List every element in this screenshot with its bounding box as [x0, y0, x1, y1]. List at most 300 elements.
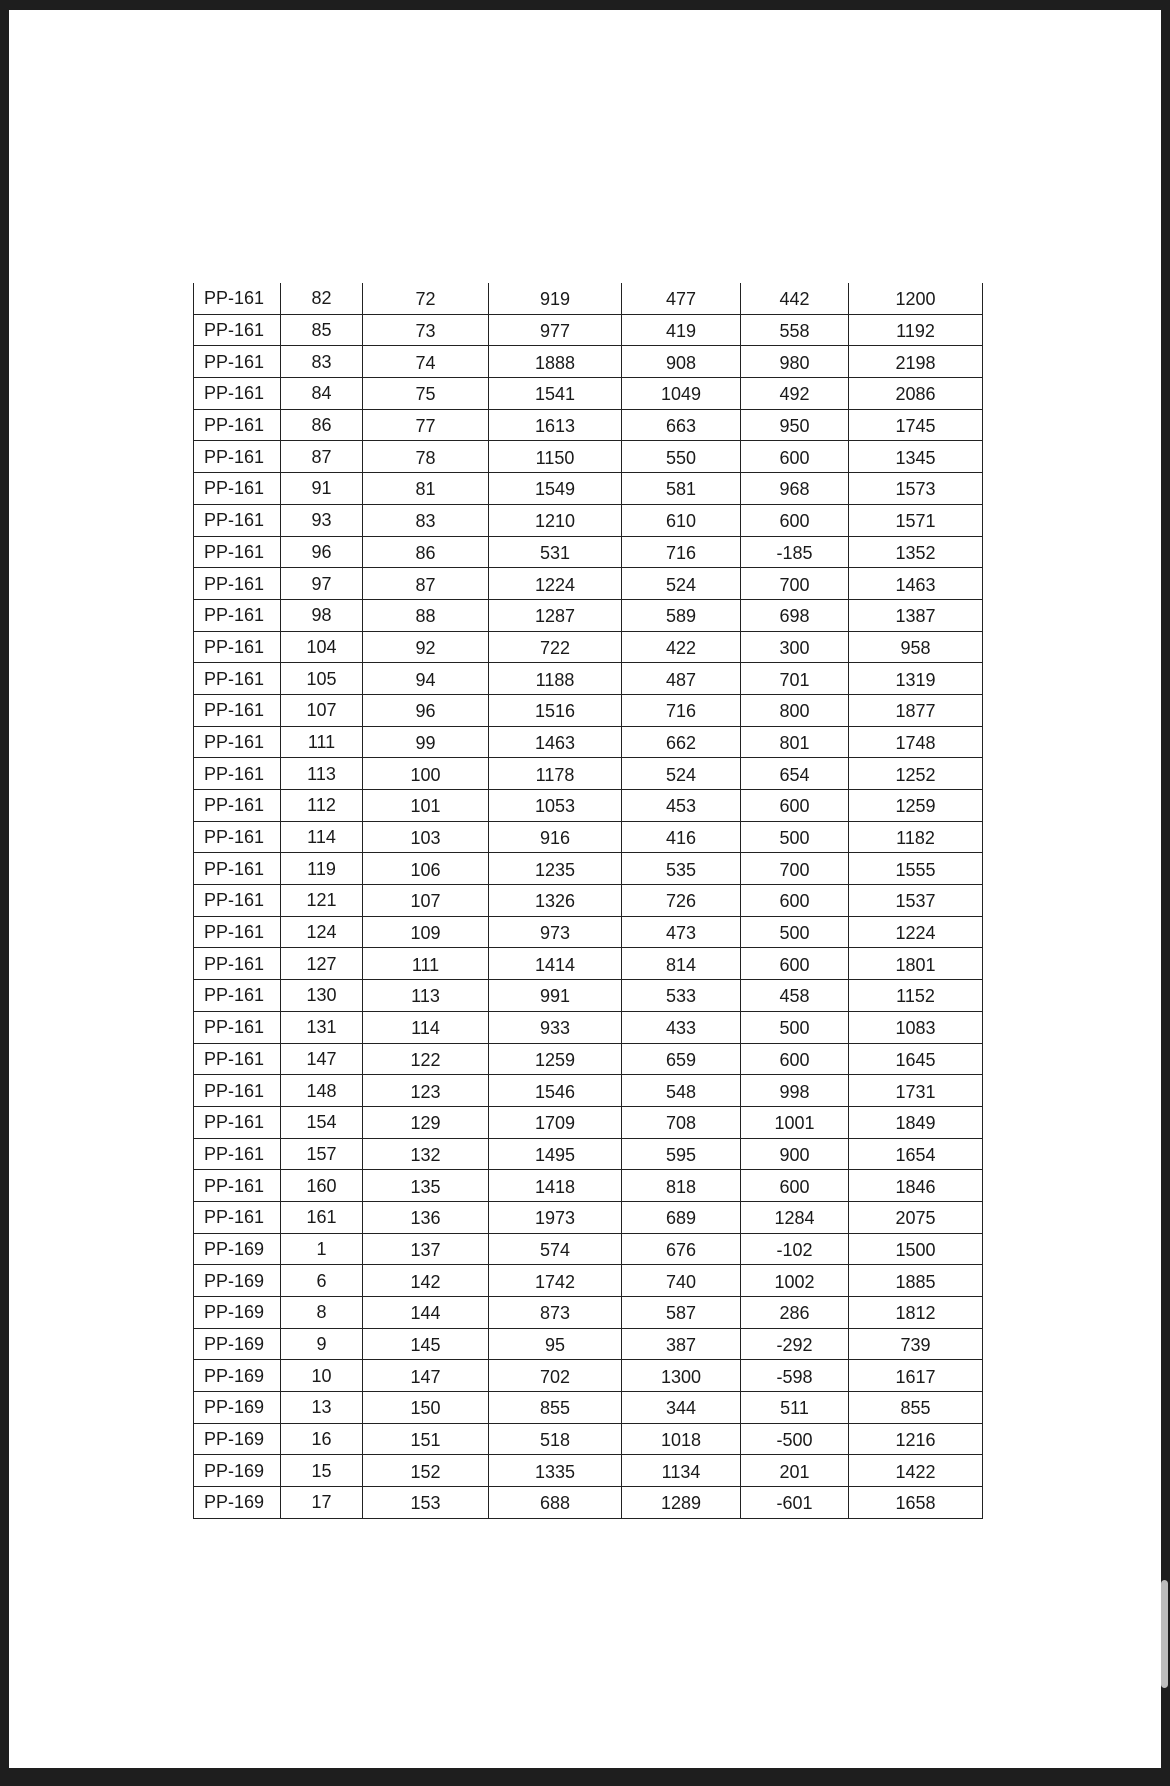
table-row — [194, 1455, 983, 1487]
value-cell: 419 — [622, 314, 741, 346]
value-cell: 78 — [363, 441, 489, 473]
value-cell: 980 — [741, 346, 849, 378]
table-row — [194, 1106, 983, 1138]
value-cell: 600 — [741, 1170, 849, 1202]
table-row — [194, 1138, 983, 1170]
value-cell: 107 — [363, 885, 489, 917]
value-cell: 1516 — [489, 694, 622, 726]
value-cell: 1224 — [849, 916, 983, 948]
value-cell: 458 — [741, 980, 849, 1012]
value-cell: 111 — [363, 948, 489, 980]
value-cell: 145 — [363, 1328, 489, 1360]
value-cell: 1150 — [489, 441, 622, 473]
value-cell: 147 — [363, 1360, 489, 1392]
value-cell: 1463 — [849, 568, 983, 600]
value-cell: 524 — [622, 568, 741, 600]
value-cell: 135 — [363, 1170, 489, 1202]
value-cell: 1178 — [489, 758, 622, 790]
value-cell: 99 — [363, 726, 489, 758]
value-cell: -598 — [741, 1360, 849, 1392]
value-cell: 1287 — [489, 599, 622, 631]
value-cell: 511 — [741, 1392, 849, 1424]
value-cell: 119 — [281, 853, 363, 885]
row-id-cell: PP-169 — [194, 1455, 281, 1487]
value-cell: 1546 — [489, 1075, 622, 1107]
value-cell: 2075 — [849, 1201, 983, 1233]
table-row — [194, 473, 983, 505]
value-cell: 500 — [741, 916, 849, 948]
value-cell: 1495 — [489, 1138, 622, 1170]
value-cell: 77 — [363, 409, 489, 441]
row-id-cell: PP-161 — [194, 504, 281, 536]
value-cell: 873 — [489, 1297, 622, 1329]
value-cell: 1345 — [849, 441, 983, 473]
table-row — [194, 1360, 983, 1392]
value-cell: 131 — [281, 1011, 363, 1043]
row-id-cell: PP-161 — [194, 853, 281, 885]
value-cell: 558 — [741, 314, 849, 346]
row-id-cell: PP-161 — [194, 536, 281, 568]
row-id-cell: PP-161 — [194, 663, 281, 695]
value-cell: 1973 — [489, 1201, 622, 1233]
value-cell: 95 — [489, 1328, 622, 1360]
value-cell: 123 — [363, 1075, 489, 1107]
value-cell: 500 — [741, 821, 849, 853]
value-cell: 702 — [489, 1360, 622, 1392]
row-id-cell: PP-169 — [194, 1328, 281, 1360]
value-cell: 132 — [363, 1138, 489, 1170]
value-cell: 104 — [281, 631, 363, 663]
value-cell: -601 — [741, 1487, 849, 1519]
table-row — [194, 409, 983, 441]
value-cell: 15 — [281, 1455, 363, 1487]
value-cell: 286 — [741, 1297, 849, 1329]
table-row — [194, 1075, 983, 1107]
value-cell: 344 — [622, 1392, 741, 1424]
value-cell: 1500 — [849, 1233, 983, 1265]
value-cell: 98 — [281, 599, 363, 631]
value-cell: 17 — [281, 1487, 363, 1519]
table-row — [194, 568, 983, 600]
value-cell: 977 — [489, 314, 622, 346]
value-cell: 1745 — [849, 409, 983, 441]
value-cell: 1002 — [741, 1265, 849, 1297]
value-cell: 600 — [741, 504, 849, 536]
value-cell: 87 — [281, 441, 363, 473]
row-id-cell: PP-161 — [194, 1170, 281, 1202]
value-cell: 1235 — [489, 853, 622, 885]
value-cell: 700 — [741, 568, 849, 600]
table-row — [194, 1201, 983, 1233]
value-cell: 10 — [281, 1360, 363, 1392]
row-id-cell: PP-161 — [194, 980, 281, 1012]
value-cell: 1849 — [849, 1106, 983, 1138]
value-cell: 111 — [281, 726, 363, 758]
value-cell: 161 — [281, 1201, 363, 1233]
value-cell: 518 — [489, 1423, 622, 1455]
value-cell: 855 — [849, 1392, 983, 1424]
row-id-cell: PP-169 — [194, 1360, 281, 1392]
value-cell: 958 — [849, 631, 983, 663]
value-cell: 814 — [622, 948, 741, 980]
table-row — [194, 1392, 983, 1424]
value-cell: 855 — [489, 1392, 622, 1424]
value-cell: 600 — [741, 790, 849, 822]
value-cell: 2086 — [849, 378, 983, 410]
row-id-cell: PP-161 — [194, 916, 281, 948]
table-row — [194, 726, 983, 758]
value-cell: 1188 — [489, 663, 622, 695]
value-cell: 83 — [363, 504, 489, 536]
value-cell: 739 — [849, 1328, 983, 1360]
table-row — [194, 283, 983, 314]
value-cell: 1018 — [622, 1423, 741, 1455]
value-cell: 442 — [741, 283, 849, 314]
value-cell: 109 — [363, 916, 489, 948]
table-row — [194, 948, 983, 980]
value-cell: 1335 — [489, 1455, 622, 1487]
row-id-cell: PP-161 — [194, 885, 281, 917]
value-cell: 1885 — [849, 1265, 983, 1297]
value-cell: 740 — [622, 1265, 741, 1297]
row-id-cell: PP-161 — [194, 568, 281, 600]
value-cell: 144 — [363, 1297, 489, 1329]
value-cell: 1224 — [489, 568, 622, 600]
row-id-cell: PP-169 — [194, 1392, 281, 1424]
value-cell: 662 — [622, 726, 741, 758]
value-cell: 1053 — [489, 790, 622, 822]
value-cell: 75 — [363, 378, 489, 410]
table-row — [194, 631, 983, 663]
value-cell: 1210 — [489, 504, 622, 536]
row-id-cell: PP-161 — [194, 631, 281, 663]
value-cell: 1658 — [849, 1487, 983, 1519]
value-cell: 492 — [741, 378, 849, 410]
value-cell: 500 — [741, 1011, 849, 1043]
viewer-top-bar — [0, 0, 1170, 10]
table-row — [194, 916, 983, 948]
row-id-cell: PP-169 — [194, 1297, 281, 1329]
table-body — [194, 283, 983, 1518]
table-row — [194, 885, 983, 917]
row-id-cell: PP-161 — [194, 1201, 281, 1233]
value-cell: 127 — [281, 948, 363, 980]
value-cell: 100 — [363, 758, 489, 790]
value-cell: 600 — [741, 441, 849, 473]
value-cell: 6 — [281, 1265, 363, 1297]
value-cell: 92 — [363, 631, 489, 663]
value-cell: 533 — [622, 980, 741, 1012]
value-cell: 1200 — [849, 283, 983, 314]
row-id-cell: PP-161 — [194, 1043, 281, 1075]
value-cell: 107 — [281, 694, 363, 726]
value-cell: 114 — [363, 1011, 489, 1043]
table-row — [194, 821, 983, 853]
value-cell: 1537 — [849, 885, 983, 917]
value-cell: 124 — [281, 916, 363, 948]
value-cell: 708 — [622, 1106, 741, 1138]
value-cell: 129 — [363, 1106, 489, 1138]
value-cell: 1877 — [849, 694, 983, 726]
value-cell: 1352 — [849, 536, 983, 568]
row-id-cell: PP-169 — [194, 1233, 281, 1265]
value-cell: 137 — [363, 1233, 489, 1265]
value-cell: 1083 — [849, 1011, 983, 1043]
value-cell: 801 — [741, 726, 849, 758]
value-cell: 589 — [622, 599, 741, 631]
value-cell: 74 — [363, 346, 489, 378]
value-cell: 1549 — [489, 473, 622, 505]
table-row — [194, 346, 983, 378]
value-cell: 600 — [741, 948, 849, 980]
value-cell: 676 — [622, 1233, 741, 1265]
value-cell: 726 — [622, 885, 741, 917]
value-cell: 610 — [622, 504, 741, 536]
row-id-cell: PP-161 — [194, 1106, 281, 1138]
value-cell: 535 — [622, 853, 741, 885]
table-row — [194, 441, 983, 473]
row-id-cell: PP-161 — [194, 694, 281, 726]
row-id-cell: PP-161 — [194, 346, 281, 378]
row-id-cell: PP-161 — [194, 1138, 281, 1170]
table-row — [194, 1423, 983, 1455]
value-cell: 113 — [281, 758, 363, 790]
value-cell: 701 — [741, 663, 849, 695]
value-cell: 950 — [741, 409, 849, 441]
value-cell: 150 — [363, 1392, 489, 1424]
value-cell: 1418 — [489, 1170, 622, 1202]
row-id-cell: PP-161 — [194, 1011, 281, 1043]
value-cell: 1801 — [849, 948, 983, 980]
table-row — [194, 536, 983, 568]
value-cell: 151 — [363, 1423, 489, 1455]
value-cell: 531 — [489, 536, 622, 568]
value-cell: 1422 — [849, 1455, 983, 1487]
value-cell: 13 — [281, 1392, 363, 1424]
value-cell: 800 — [741, 694, 849, 726]
value-cell: 16 — [281, 1423, 363, 1455]
value-cell: 663 — [622, 409, 741, 441]
value-cell: 818 — [622, 1170, 741, 1202]
value-cell: 1300 — [622, 1360, 741, 1392]
table-row — [194, 1011, 983, 1043]
row-id-cell: PP-161 — [194, 409, 281, 441]
value-cell: 433 — [622, 1011, 741, 1043]
value-cell: 1152 — [849, 980, 983, 1012]
value-cell: 1555 — [849, 853, 983, 885]
value-cell: 1182 — [849, 821, 983, 853]
value-cell: -292 — [741, 1328, 849, 1360]
table-row — [194, 1233, 983, 1265]
value-cell: 160 — [281, 1170, 363, 1202]
value-cell: 716 — [622, 536, 741, 568]
value-cell: 453 — [622, 790, 741, 822]
value-cell: 154 — [281, 1106, 363, 1138]
table-row — [194, 758, 983, 790]
value-cell: 86 — [281, 409, 363, 441]
row-id-cell: PP-161 — [194, 378, 281, 410]
table-row — [194, 1487, 983, 1519]
value-cell: 201 — [741, 1455, 849, 1487]
value-cell: 973 — [489, 916, 622, 948]
value-cell: -185 — [741, 536, 849, 568]
table-row — [194, 599, 983, 631]
value-cell: 147 — [281, 1043, 363, 1075]
row-id-cell: PP-161 — [194, 790, 281, 822]
value-cell: 87 — [363, 568, 489, 600]
value-cell: 113 — [363, 980, 489, 1012]
value-cell: 689 — [622, 1201, 741, 1233]
value-cell: 1748 — [849, 726, 983, 758]
value-cell: 524 — [622, 758, 741, 790]
value-cell: 1571 — [849, 504, 983, 536]
row-id-cell: PP-161 — [194, 758, 281, 790]
value-cell: 1709 — [489, 1106, 622, 1138]
value-cell: 933 — [489, 1011, 622, 1043]
value-cell: 1645 — [849, 1043, 983, 1075]
value-cell: 600 — [741, 1043, 849, 1075]
value-cell: 152 — [363, 1455, 489, 1487]
value-cell: 101 — [363, 790, 489, 822]
value-cell: 86 — [363, 536, 489, 568]
value-cell: 1387 — [849, 599, 983, 631]
value-cell: 698 — [741, 599, 849, 631]
table-row — [194, 378, 983, 410]
value-cell: 1284 — [741, 1201, 849, 1233]
value-cell: 1541 — [489, 378, 622, 410]
viewer-bottom-bar — [0, 1768, 1170, 1786]
value-cell: -102 — [741, 1233, 849, 1265]
value-cell: 1617 — [849, 1360, 983, 1392]
row-id-cell: PP-161 — [194, 726, 281, 758]
value-cell: 96 — [363, 694, 489, 726]
value-cell: 136 — [363, 1201, 489, 1233]
value-cell: 130 — [281, 980, 363, 1012]
table-row — [194, 663, 983, 695]
value-cell: 550 — [622, 441, 741, 473]
table-row — [194, 694, 983, 726]
value-cell: 121 — [281, 885, 363, 917]
value-cell: 473 — [622, 916, 741, 948]
row-id-cell: PP-161 — [194, 1075, 281, 1107]
value-cell: 153 — [363, 1487, 489, 1519]
value-cell: 1812 — [849, 1297, 983, 1329]
value-cell: 716 — [622, 694, 741, 726]
value-cell: 487 — [622, 663, 741, 695]
row-id-cell: PP-169 — [194, 1265, 281, 1297]
value-cell: 1 — [281, 1233, 363, 1265]
value-cell: 91 — [281, 473, 363, 505]
table-row — [194, 1043, 983, 1075]
value-cell: 1613 — [489, 409, 622, 441]
value-cell: 148 — [281, 1075, 363, 1107]
value-cell: 84 — [281, 378, 363, 410]
table-row — [194, 790, 983, 822]
value-cell: 85 — [281, 314, 363, 346]
value-cell: 1888 — [489, 346, 622, 378]
value-cell: 919 — [489, 283, 622, 314]
table-row — [194, 1170, 983, 1202]
value-cell: 1216 — [849, 1423, 983, 1455]
value-cell: 94 — [363, 663, 489, 695]
value-cell: 1252 — [849, 758, 983, 790]
value-cell: 97 — [281, 568, 363, 600]
value-cell: 1742 — [489, 1265, 622, 1297]
data-table — [193, 283, 983, 1519]
value-cell: 93 — [281, 504, 363, 536]
value-cell: 1192 — [849, 314, 983, 346]
value-cell: 103 — [363, 821, 489, 853]
value-cell: 72 — [363, 283, 489, 314]
table-row — [194, 1297, 983, 1329]
value-cell: 548 — [622, 1075, 741, 1107]
value-cell: 106 — [363, 853, 489, 885]
value-cell: 968 — [741, 473, 849, 505]
value-cell: 157 — [281, 1138, 363, 1170]
table-row — [194, 1328, 983, 1360]
value-cell: 595 — [622, 1138, 741, 1170]
value-cell: 581 — [622, 473, 741, 505]
value-cell: 1326 — [489, 885, 622, 917]
value-cell: 916 — [489, 821, 622, 853]
row-id-cell: PP-161 — [194, 314, 281, 346]
value-cell: 659 — [622, 1043, 741, 1075]
value-cell: 477 — [622, 283, 741, 314]
value-cell: 1001 — [741, 1106, 849, 1138]
value-cell: 112 — [281, 790, 363, 822]
value-cell: 73 — [363, 314, 489, 346]
value-cell: 998 — [741, 1075, 849, 1107]
value-cell: 9 — [281, 1328, 363, 1360]
value-cell: 8 — [281, 1297, 363, 1329]
row-id-cell: PP-161 — [194, 473, 281, 505]
value-cell: 105 — [281, 663, 363, 695]
value-cell: 600 — [741, 885, 849, 917]
value-cell: 300 — [741, 631, 849, 663]
scrollbar-thumb[interactable] — [1161, 1580, 1168, 1688]
value-cell: -500 — [741, 1423, 849, 1455]
value-cell: 387 — [622, 1328, 741, 1360]
value-cell: 1654 — [849, 1138, 983, 1170]
value-cell: 1731 — [849, 1075, 983, 1107]
row-id-cell: PP-161 — [194, 821, 281, 853]
value-cell: 1259 — [489, 1043, 622, 1075]
table-row — [194, 504, 983, 536]
value-cell: 1319 — [849, 663, 983, 695]
table-row — [194, 980, 983, 1012]
value-cell: 722 — [489, 631, 622, 663]
value-cell: 1289 — [622, 1487, 741, 1519]
value-cell: 142 — [363, 1265, 489, 1297]
value-cell: 1846 — [849, 1170, 983, 1202]
value-cell: 96 — [281, 536, 363, 568]
value-cell: 82 — [281, 283, 363, 314]
value-cell: 900 — [741, 1138, 849, 1170]
value-cell: 83 — [281, 346, 363, 378]
value-cell: 574 — [489, 1233, 622, 1265]
value-cell: 416 — [622, 821, 741, 853]
row-id-cell: PP-169 — [194, 1423, 281, 1455]
value-cell: 688 — [489, 1487, 622, 1519]
table-row — [194, 1265, 983, 1297]
value-cell: 2198 — [849, 346, 983, 378]
row-id-cell: PP-161 — [194, 283, 281, 314]
table-row — [194, 853, 983, 885]
value-cell: 1414 — [489, 948, 622, 980]
value-cell: 1573 — [849, 473, 983, 505]
value-cell: 1463 — [489, 726, 622, 758]
row-id-cell: PP-161 — [194, 948, 281, 980]
